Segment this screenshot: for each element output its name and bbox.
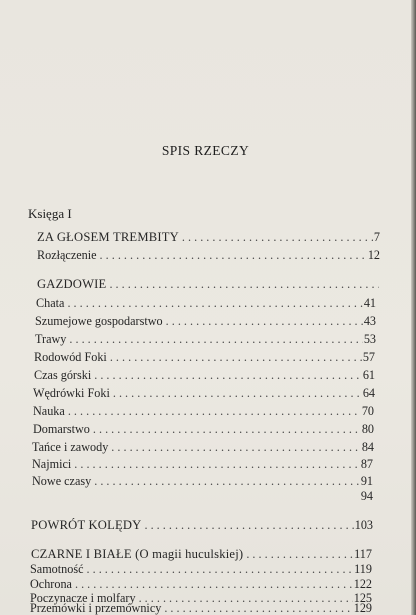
toc-entry: Poczynacze i molfary . . . 125 [30,589,372,605]
toc-entry: POWRÓT KOLĘDY . . . 103 [31,516,373,532]
toc-entry: ZA GŁOSEM TREMBITY . . . 7 [37,228,380,244]
book-heading: Księga I [28,206,72,221]
toc-entry: Rozłączenie . . . 12 [37,246,380,262]
toc-entry: Tańce i zawody . . . 84 [32,438,374,454]
toc-entry: Nauka . . . 70 [33,402,374,418]
toc-entry: Samotność . . . 119 [30,560,372,576]
toc-entry: Najmici . . . 87 [32,455,373,471]
toc-entry: Przemówki i przemównicy . . . 129 [30,602,372,615]
toc-entry: Trawy . . . 53 [35,330,376,346]
toc-entry: CZARNE I BIAŁE (O magii huculskiej) . . . 117 [31,545,372,561]
toc-entry: Domarstwo . . . 80 [33,420,374,436]
page-edge [411,0,416,615]
toc-entry: Wędrówki Foki . . . 64 [33,384,375,400]
toc-entry: Czas górski . . . 61 [34,366,375,382]
toc-entry: GAZDOWIE . . . [37,275,380,291]
toc-entry: Szumejowe gospodarstwo . . . 43 [35,312,376,328]
toc-title: SPIS RZECZY [161,143,250,158]
toc-entry: Chata . . . 41 [36,294,376,310]
toc-entry: Nowe czasy . . . 91 [32,472,373,488]
toc-entry: Rodowód Foki . . . 57 [34,348,375,364]
toc-entry: 94 [360,489,373,503]
toc-entry: Ochrona . . . 122 [30,575,372,591]
